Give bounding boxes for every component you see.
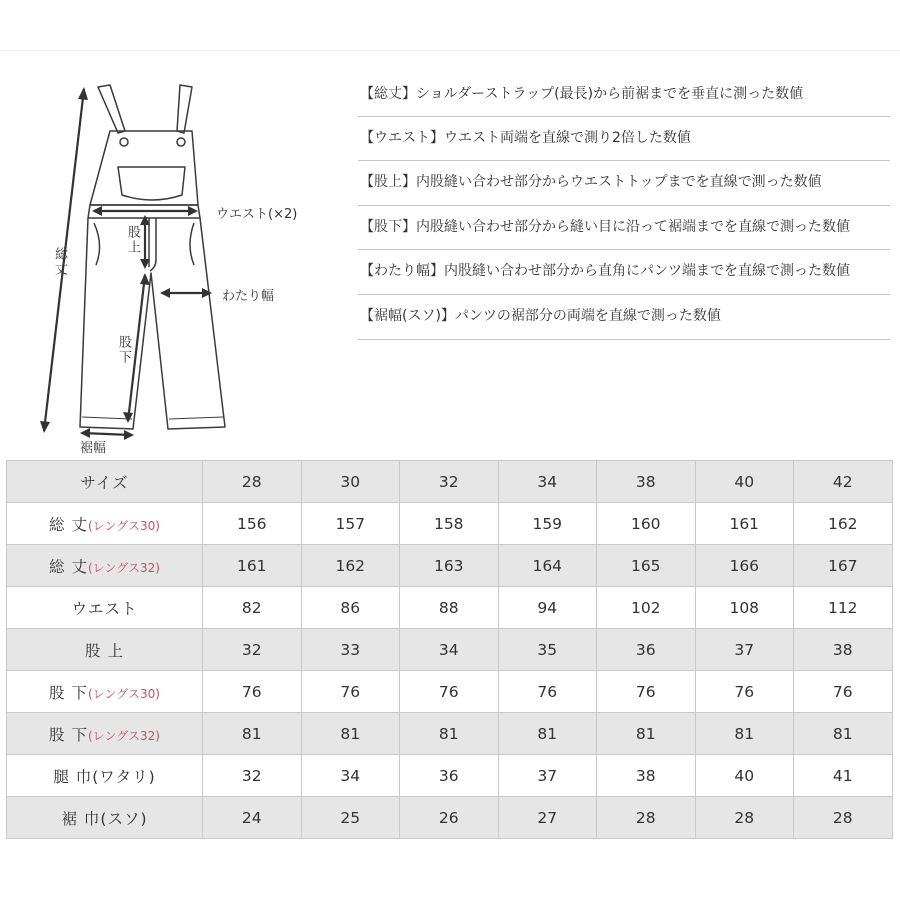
table-cell: 156	[203, 503, 302, 545]
table-cell: 102	[597, 587, 696, 629]
header-size-28: 28	[203, 461, 302, 503]
total-length-label: 総丈	[52, 247, 67, 277]
row-label	[7, 797, 203, 839]
table-cell: 28	[794, 797, 893, 839]
header-size-label: サイズ	[7, 461, 203, 503]
table-cell: 41	[794, 755, 893, 797]
table-cell: 160	[597, 503, 696, 545]
table-cell: 25	[301, 797, 400, 839]
definition-total-length: 【総丈】ショルダーストラップ(最長)から前裾までを垂直に測った数値	[358, 72, 890, 117]
table-row	[7, 545, 893, 587]
table-cell: 26	[400, 797, 499, 839]
table-row	[7, 755, 893, 797]
row-label	[7, 587, 203, 629]
row-label-text: 総 丈	[49, 515, 88, 534]
header-size-40: 40	[695, 461, 794, 503]
table-cell: 165	[597, 545, 696, 587]
table-cell: 37	[695, 629, 794, 671]
table-cell: 36	[400, 755, 499, 797]
table-cell: 167	[794, 545, 893, 587]
table-cell: 28	[695, 797, 794, 839]
table-cell: 76	[498, 671, 597, 713]
row-label	[7, 713, 203, 755]
waist-label: ウエスト(×2)	[216, 207, 298, 222]
table-cell: 28	[597, 797, 696, 839]
row-label-text: 股 下	[49, 683, 88, 702]
row-label	[7, 755, 203, 797]
header-size-42: 42	[794, 461, 893, 503]
table-cell: 159	[498, 503, 597, 545]
table-row	[7, 629, 893, 671]
table-cell: 24	[203, 797, 302, 839]
row-label-text: ウエスト	[71, 599, 138, 618]
table-cell: 163	[400, 545, 499, 587]
hem-label: 裾幅	[80, 441, 107, 456]
table-cell: 76	[695, 671, 794, 713]
table-header-row	[7, 461, 893, 503]
table-cell: 161	[695, 503, 794, 545]
row-label-text: 腿 巾(ワタリ)	[53, 767, 156, 786]
table-row	[7, 797, 893, 839]
table-cell: 81	[301, 713, 400, 755]
table-cell: 166	[695, 545, 794, 587]
inseam-label: 股下	[116, 335, 131, 365]
table-cell: 32	[203, 629, 302, 671]
table-cell: 108	[695, 587, 794, 629]
row-label-text: 股 下	[49, 725, 88, 744]
table-cell: 164	[498, 545, 597, 587]
row-label-text: 股 上	[85, 641, 124, 660]
top-divider	[0, 50, 900, 51]
table-cell: 94	[498, 587, 597, 629]
table-cell: 81	[597, 713, 696, 755]
table-cell: 88	[400, 587, 499, 629]
table-cell: 86	[301, 587, 400, 629]
table-cell: 32	[203, 755, 302, 797]
row-label	[7, 671, 203, 713]
table-cell: 157	[301, 503, 400, 545]
table-row	[7, 713, 893, 755]
table-cell: 81	[203, 713, 302, 755]
row-label-text: 裾 巾(スソ)	[61, 809, 148, 828]
table-cell: 76	[794, 671, 893, 713]
row-label-note: (レングス30)	[87, 518, 160, 533]
table-row	[7, 503, 893, 545]
table-cell: 76	[301, 671, 400, 713]
table-cell: 33	[301, 629, 400, 671]
table-row	[7, 671, 893, 713]
table-cell: 34	[400, 629, 499, 671]
definition-hem: 【裾幅(スソ)】パンツの裾部分の両端を直線で測った数値	[358, 295, 890, 340]
table-cell: 76	[203, 671, 302, 713]
definition-rise: 【股上】内股縫い合わせ部分からウエストトップまでを直線で測った数値	[358, 161, 890, 206]
table-cell: 81	[695, 713, 794, 755]
table-cell: 76	[597, 671, 696, 713]
table-cell: 37	[498, 755, 597, 797]
table-cell: 34	[301, 755, 400, 797]
table-cell: 81	[498, 713, 597, 755]
table-cell: 27	[498, 797, 597, 839]
rise-label: 股上	[125, 225, 140, 255]
row-label-text: 総 丈	[49, 557, 88, 576]
definition-inseam: 【股下】内股縫い合わせ部分から縫い目に沿って裾端までを直線で測った数値	[358, 206, 890, 251]
measurement-definitions	[358, 72, 890, 340]
row-label	[7, 629, 203, 671]
table-cell: 81	[400, 713, 499, 755]
row-label-note: (レングス32)	[87, 728, 160, 743]
header-size-34: 34	[498, 461, 597, 503]
table-cell: 38	[794, 629, 893, 671]
table-cell: 35	[498, 629, 597, 671]
table-cell: 162	[301, 545, 400, 587]
row-label-note: (レングス30)	[87, 686, 160, 701]
thigh-label: わたり幅	[222, 289, 275, 304]
table-cell: 81	[794, 713, 893, 755]
row-label	[7, 503, 203, 545]
table-cell: 36	[597, 629, 696, 671]
size-chart-table	[6, 460, 893, 839]
table-cell: 82	[203, 587, 302, 629]
row-label	[7, 545, 203, 587]
table-row	[7, 587, 893, 629]
definition-thigh: 【わたり幅】内股縫い合わせ部分から直角にパンツ端までを直線で測った数値	[358, 250, 890, 295]
overalls-measurement-diagram	[0, 55, 360, 455]
table-cell: 162	[794, 503, 893, 545]
table-cell: 158	[400, 503, 499, 545]
definition-waist: 【ウエスト】ウエスト両端を直線で測り2倍した数値	[358, 117, 890, 162]
header-size-38: 38	[597, 461, 696, 503]
row-label-note: (レングス32)	[87, 560, 160, 575]
table-cell: 38	[597, 755, 696, 797]
header-size-30: 30	[301, 461, 400, 503]
table-cell: 40	[695, 755, 794, 797]
header-size-32: 32	[400, 461, 499, 503]
table-cell: 161	[203, 545, 302, 587]
table-cell: 76	[400, 671, 499, 713]
table-cell: 112	[794, 587, 893, 629]
